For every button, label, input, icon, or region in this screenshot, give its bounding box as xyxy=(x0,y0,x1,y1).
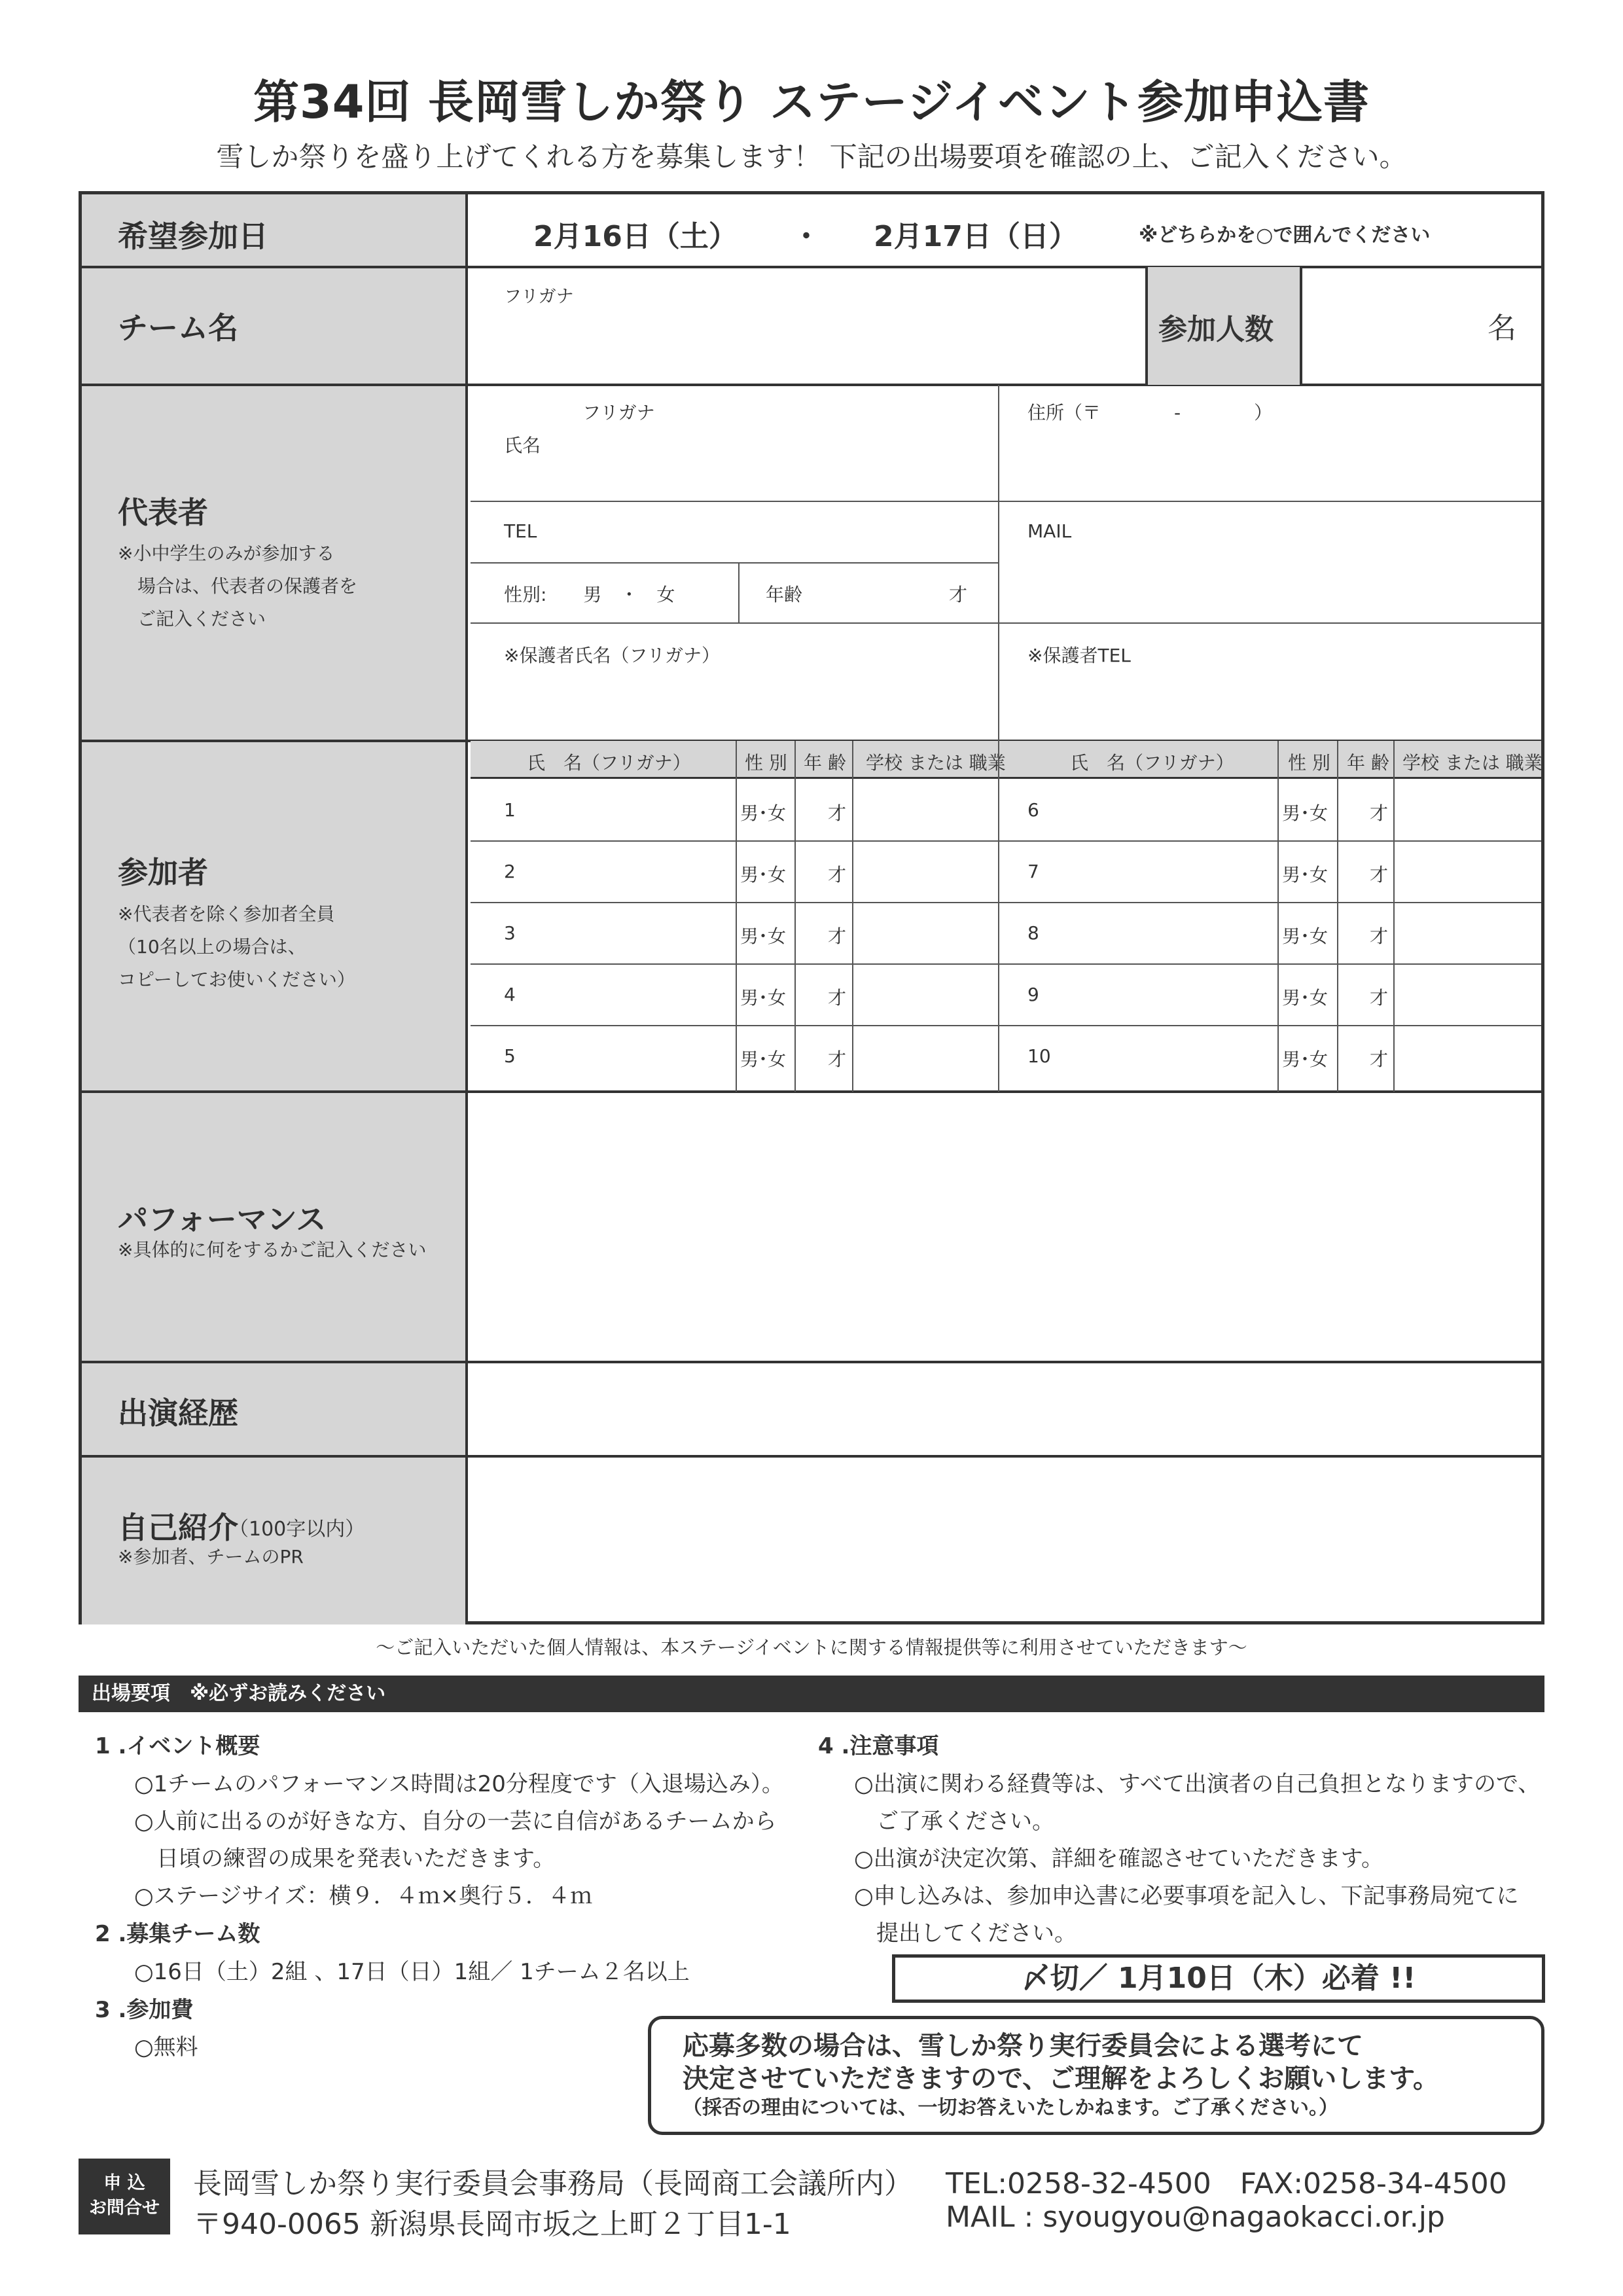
guideline-item: ○無料 xyxy=(134,2034,198,2060)
col-age-left: 年 齢 xyxy=(804,752,846,774)
application-form xyxy=(79,191,1544,1624)
participant-gender[interactable]: 男･女 xyxy=(740,802,787,824)
guideline-item: 日頃の練習の成果を発表いただきます。 xyxy=(134,1846,556,1872)
rep-age-label: 年齢 xyxy=(766,584,803,605)
participant-age-unit: 才 xyxy=(828,864,847,886)
col-school-right: 学校 または 職業 xyxy=(1402,752,1543,774)
participant-age-unit: 才 xyxy=(1370,1049,1389,1070)
participant-number: 6 xyxy=(1027,799,1039,821)
guideline-item: ○申し込みは、参加申込書に必要事項を記入し、下記事務局宛てに xyxy=(854,1883,1519,1909)
rep-name-label: 氏名 xyxy=(504,435,541,456)
participant-age-unit: 才 xyxy=(828,987,847,1009)
rep-address-label: 住所（〒 - ） xyxy=(1027,402,1273,423)
team-name-field[interactable] xyxy=(471,268,1230,382)
participants-note-2: （10名以上の場合は、 xyxy=(118,936,306,958)
participant-age-unit: 才 xyxy=(1370,802,1389,824)
date-label: 希望参加日 xyxy=(118,219,268,254)
privacy-note: ～ご記入いただいた個人情報は、本ステージイベントに関する情報提供等に利用させていただきます～ xyxy=(376,1636,1247,1659)
rep-address-field[interactable] xyxy=(999,385,1541,501)
participant-gender[interactable]: 男･女 xyxy=(1282,1049,1329,1070)
page-subtitle: 雪しか祭りを盛り上げてくれる方を募集します！ 下記の出場要項を確認の上、ご記入ください。 xyxy=(216,141,1407,173)
team-label: チーム名 xyxy=(118,310,238,346)
guideline-section-4-title: 4 .注意事項 xyxy=(818,1733,939,1759)
grid-row xyxy=(471,1025,1541,1026)
participant-number: 9 xyxy=(1027,984,1039,1005)
notice-line-3: （採否の理由については、一切お答えいたしかねます。ご了承ください。） xyxy=(683,2096,1338,2119)
history-field[interactable] xyxy=(471,1363,1541,1455)
intro-note: ※参加者、チームのPR xyxy=(118,1546,304,1568)
grid-col xyxy=(736,741,737,1092)
participant-gender[interactable]: 男･女 xyxy=(1282,802,1329,824)
participant-age-unit: 才 xyxy=(828,802,847,824)
representative-note-2: 場合は、代表者の保護者を xyxy=(137,575,358,597)
rep-mail-field[interactable] xyxy=(999,502,1541,622)
rep-tel-field[interactable] xyxy=(471,502,998,562)
col-gender-right: 性 別 xyxy=(1288,752,1330,774)
col-age-right: 年 齢 xyxy=(1347,752,1389,774)
participant-number: 5 xyxy=(504,1045,516,1067)
participant-number: 2 xyxy=(504,861,516,882)
rep-name-field[interactable] xyxy=(471,385,998,501)
col-school-left: 学校 または 職業 xyxy=(866,752,1006,774)
history-label: 出演経歴 xyxy=(118,1395,238,1431)
representative-label: 代表者 xyxy=(118,495,208,530)
participants-label: 参加者 xyxy=(118,855,208,890)
grid-col xyxy=(1277,741,1279,1092)
date-option-16[interactable]: 2月16日（土） xyxy=(533,220,738,253)
guideline-section-3-title: 3 .参加費 xyxy=(95,1997,194,2023)
contact-badge xyxy=(79,2159,170,2234)
participant-age-unit: 才 xyxy=(1370,987,1389,1009)
participants-note-3: コピーしてお使いください） xyxy=(118,969,355,990)
intro-field[interactable] xyxy=(471,1458,1541,1621)
guideline-item: 提出してください。 xyxy=(854,1920,1077,1946)
participant-number: 8 xyxy=(1027,922,1039,944)
contact-tel-fax: TEL:0258-32-4500 FAX:0258-34-4500 xyxy=(946,2167,1507,2200)
grid-row xyxy=(471,840,1541,842)
rep-guardian-name-label: ※保護者氏名（フリガナ） xyxy=(504,645,721,666)
team-count-unit: 名 xyxy=(1488,312,1516,345)
guideline-section-2-title: 2 .募集チーム数 xyxy=(95,1921,260,1947)
contact-address: 〒940-0065 新潟県長岡市坂之上町２丁目1-1 xyxy=(193,2208,791,2241)
guidelines-bar: 出場要項 ※必ずお読みください xyxy=(79,1676,1544,1712)
grid-row xyxy=(471,902,1541,903)
performance-field[interactable] xyxy=(471,1093,1541,1361)
grid-col xyxy=(1393,741,1395,1092)
rep-gender-field[interactable]: 性別: 男 ・ 女 xyxy=(504,584,675,605)
guideline-item: ○ステージサイズ：横９．４ｍ×奥行５．４ｍ xyxy=(134,1883,593,1909)
contact-badge-line-2: お問合せ xyxy=(89,2198,160,2218)
rep-furigana-label: フリガナ xyxy=(582,402,655,423)
grid-col xyxy=(998,741,999,1092)
participant-age-unit: 才 xyxy=(1370,864,1389,886)
representative-note-1: ※小中学生のみが参加する xyxy=(118,543,335,564)
rep-guardian-name-field[interactable] xyxy=(471,624,998,740)
participant-gender[interactable]: 男･女 xyxy=(740,987,787,1009)
performance-note: ※具体的に何をするかご記入ください xyxy=(118,1239,427,1261)
col-gender-left: 性 別 xyxy=(745,752,787,774)
rep-age-unit: 才 xyxy=(949,584,968,605)
participant-gender[interactable]: 男･女 xyxy=(740,864,787,886)
deadline-box: 〆切／ 1月10日（木）必着 !! xyxy=(892,1954,1545,2003)
selection-notice xyxy=(648,2016,1544,2135)
participant-age-unit: 才 xyxy=(828,925,847,947)
participant-number: 7 xyxy=(1027,861,1039,882)
intro-limit: （100字以内） xyxy=(229,1518,365,1541)
date-option-17[interactable]: 2月17日（日） xyxy=(874,220,1078,253)
guideline-item: ○1チームのパフォーマンス時間は20分程度です（入退場込み）。 xyxy=(134,1771,784,1797)
participant-number: 3 xyxy=(504,922,516,944)
contact-badge-line-1: 申 込 xyxy=(103,2173,145,2193)
guideline-section-1-title: 1 .イベント概要 xyxy=(95,1733,260,1759)
participant-number: 4 xyxy=(504,984,516,1005)
page-title: 第34回 長岡雪しか祭り ステージイベント参加申込書 xyxy=(253,75,1370,129)
participant-gender[interactable]: 男･女 xyxy=(1282,864,1329,886)
team-count-label: 参加人数 xyxy=(1158,313,1274,346)
participant-age-unit: 才 xyxy=(1370,925,1389,947)
intro-label: 自己紹介 xyxy=(118,1510,238,1545)
contact-organization: 長岡雪しか祭り実行委員会事務局（長岡商工会議所内） xyxy=(193,2167,913,2200)
grid-row xyxy=(471,963,1541,965)
participants-note-1: ※代表者を除く参加者全員 xyxy=(118,903,335,925)
team-furigana-label: フリガナ xyxy=(504,287,574,307)
grid-col xyxy=(1337,741,1338,1092)
team-count-field[interactable] xyxy=(1305,268,1482,382)
rep-guardian-tel-label: ※保護者TEL xyxy=(1027,645,1131,666)
participant-age-unit: 才 xyxy=(828,1049,847,1070)
rep-guardian-tel-field[interactable] xyxy=(999,624,1541,740)
participant-gender[interactable]: 男･女 xyxy=(740,1049,787,1070)
participant-number: 1 xyxy=(504,799,516,821)
grid-col xyxy=(852,741,853,1092)
participant-gender[interactable]: 男･女 xyxy=(1282,925,1329,947)
guideline-item: ○出演に関わる経費等は、すべて出演者の自己負担となりますので、 xyxy=(854,1771,1541,1797)
col-name-right: 氏 名（フリガナ） xyxy=(1070,752,1234,774)
date-separator: ・ xyxy=(792,220,821,253)
guideline-item: ○人前に出るのが好きな方、自分の一芸に自信があるチームから xyxy=(134,1808,777,1835)
date-note: ※どちらかを○で囲んでください xyxy=(1139,224,1431,247)
rep-age-field[interactable] xyxy=(740,564,998,622)
performance-label: パフォーマンス xyxy=(118,1202,327,1237)
guideline-item: ○16日（土）2組 、17日（日）1組／ 1チーム２名以上 xyxy=(134,1959,690,1985)
notice-line-2: 決定させていただきますので、ご理解をよろしくお願いします。 xyxy=(683,2064,1439,2094)
guideline-item: ご了承ください。 xyxy=(854,1808,1054,1835)
participant-gender[interactable]: 男･女 xyxy=(1282,987,1329,1009)
guideline-item: ○出演が決定次第、詳細を確認させていただきます。 xyxy=(854,1846,1383,1872)
notice-line-1: 応募多数の場合は、雪しか祭り実行委員会による選考にて xyxy=(683,2031,1363,2061)
grid-col xyxy=(794,741,796,1092)
contact-mail[interactable]: MAIL : syougyou@nagaokacci.or.jp xyxy=(946,2200,1445,2234)
participant-gender[interactable]: 男･女 xyxy=(740,925,787,947)
representative-note-3: ご記入ください xyxy=(137,608,266,630)
col-name-left: 氏 名（フリガナ） xyxy=(527,752,691,774)
rep-mail-label: MAIL xyxy=(1027,520,1072,542)
participant-number: 10 xyxy=(1027,1045,1051,1067)
rep-tel-label: TEL xyxy=(504,520,537,542)
